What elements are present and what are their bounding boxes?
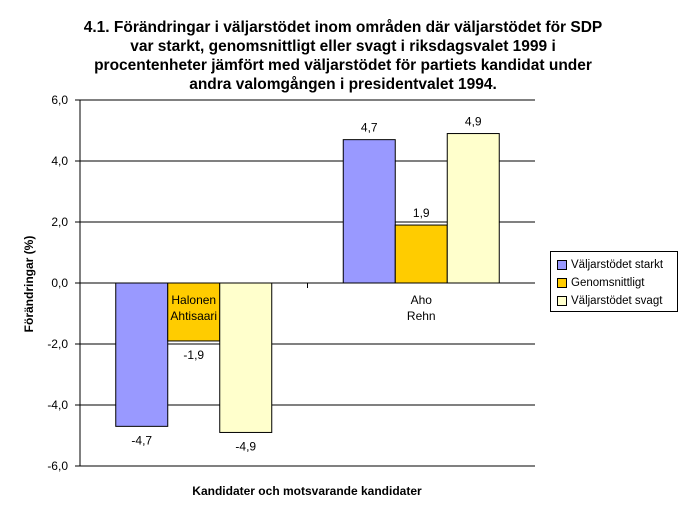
legend-swatch — [557, 260, 567, 270]
chart-title-line: andra valomgången i presidentvalet 1994. — [189, 76, 497, 93]
legend — [550, 251, 678, 312]
legend-label: Väljarstödet starkt — [571, 259, 664, 271]
category-label: Rehn — [406, 309, 436, 323]
y-tick-label: 4,0 — [51, 154, 68, 168]
legend-item — [557, 292, 677, 310]
data-label: 1,9 — [412, 206, 430, 221]
legend-label: Genomsnittligt — [571, 277, 645, 289]
bar — [447, 134, 499, 283]
bar — [116, 283, 168, 426]
legend-item — [557, 256, 677, 274]
legend-swatch — [557, 296, 567, 306]
y-tick-label: -4,0 — [47, 398, 68, 412]
y-tick-label: 0,0 — [51, 276, 68, 290]
category-label: Halonen — [171, 293, 217, 307]
y-axis-title: Förändringar (%) — [22, 235, 36, 333]
chart-title-line: var starkt, genomsnittligt eller svagt i riksdagsvalet 1999 i — [130, 38, 556, 55]
bar — [395, 225, 447, 283]
chart-title-line: procentenheter jämfört med väljarstödet för partiets kandidat under — [94, 57, 592, 74]
data-label: 4,9 — [464, 114, 482, 129]
y-tick-label: 6,0 — [51, 93, 68, 107]
x-axis-title: Kandidater och motsvarande kandidater — [192, 484, 422, 498]
category-label: Ahtisaari — [170, 309, 218, 323]
chart-title-line: 4.1. Förändringar i väljarstödet inom områden där väljarstödet för SDP — [83, 19, 603, 36]
data-label: -4,9 — [235, 439, 257, 454]
legend-swatch — [557, 278, 567, 288]
y-tick-label: -2,0 — [47, 337, 68, 351]
y-tick-label: -6,0 — [47, 459, 68, 473]
bar — [343, 140, 395, 283]
category-label: Aho — [410, 293, 432, 307]
legend-label: Väljarstödet svagt — [571, 295, 663, 307]
data-label: 4,7 — [360, 120, 378, 135]
data-label: -1,9 — [183, 347, 205, 362]
legend-item — [557, 274, 677, 292]
y-tick-label: 2,0 — [51, 215, 68, 229]
data-label: -4,7 — [131, 433, 153, 448]
bar — [220, 283, 272, 432]
